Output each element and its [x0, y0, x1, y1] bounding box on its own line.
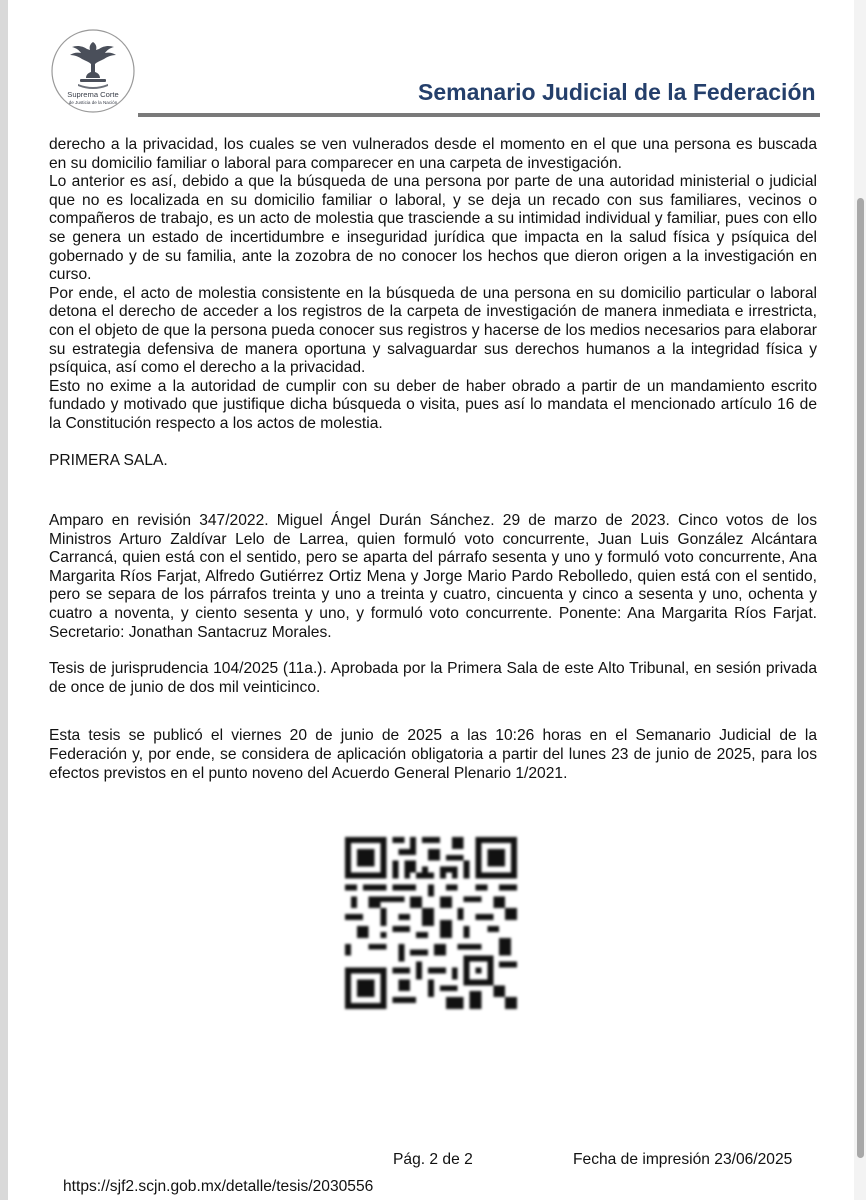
- scjn-logo-icon: [50, 28, 136, 114]
- qr-code-icon: [345, 837, 517, 1009]
- logo-subtitle-text: de Justicia de la Nación: [68, 100, 118, 105]
- body-paragraph-4: Esto no exime a la autoridad de cumplir con su deber de haber obrado a partir de un mandamiento escrito fundado y motivado que justifique dicha búsqueda o visita, pues así lo mandata el mencionado artículo 16 de la Constitución respecto a los actos de molestia.: [49, 377, 817, 432]
- scrollbar-thumb[interactable]: [857, 198, 864, 1158]
- chamber-label: PRIMERA SALA.: [49, 451, 168, 469]
- window-left-edge: [0, 0, 8, 1200]
- logo-name-text: Suprema Corte: [67, 90, 119, 99]
- print-date: Fecha de impresión 23/06/2025: [573, 1151, 793, 1168]
- tesis-paragraph: Tesis de jurisprudencia 104/2025 (11a.). Aprobada por la Primera Sala de este Alto Tribunal, en sesión privada de once de junio de dos mil veinticinco.: [49, 660, 817, 696]
- body-paragraph-2: Lo anterior es así, debido a que la búsqueda de una persona por parte de una autoridad ministerial o judicial que no es localizada en su domicilio familiar o laboral, y se deja un recado con sus familiares, vecinos o compañeros de trabajo, es un acto de molestia que trasciende a su intimidad individual y familiar, pues con ello se genera un estado de incertidumbre e inseguridad jurídica que impacta en la salud física y psíquica del gobernado y de su familia, ante la zozobra de no conocer los hechos que dieron origen a la investigación en curso.: [49, 173, 817, 284]
- publication-paragraph: Esta tesis se publicó el viernes 20 de junio de 2025 a las 10:26 horas en el Semanario Judicial de la Federación y, por ende, se considera de aplicación obligatoria a partir del lunes 23 de junio de 2025, para los efectos previstos en el punto noveno del Acuerdo General Plenario 1/2021.: [49, 727, 817, 782]
- body-paragraph-1: derecho a la privacidad, los cuales se ven vulnerados desde el momento en el que una persona es buscada en su domicilio familiar o laboral para comparecer en una carpeta de investigación.: [49, 136, 817, 172]
- page-number: Pág. 2 de 2: [393, 1151, 473, 1168]
- body-paragraph-3: Por ende, el acto de molestia consistente en la búsqueda de una persona en su domicilio particular o laboral detona el derecho de acceder a los registros de la carpeta de investigación de manera inmediata e irrestricta, con el objeto de que la persona pueda conocer sus registros y hacerse de los medios necesarios para elaborar su estrategia defensiva de manera oportuna y salvaguardar sus derechos humanos a la integridad física y psíquica, así como el derecho a la privacidad.: [49, 284, 817, 377]
- scrollbar-track[interactable]: [854, 0, 866, 1200]
- page-title: Semanario Judicial de la Federación: [418, 79, 816, 105]
- source-url: https://sjf2.scjn.gob.mx/detalle/tesis/2030556: [63, 1178, 374, 1195]
- document-body: [49, 136, 817, 783]
- precedent-paragraph: Amparo en revisión 347/2022. Miguel Ángel Durán Sánchez. 29 de marzo de 2023. Cinco votos de los Ministros Arturo Zaldívar Lelo de Larrea, quien formuló voto concurrente, Juan Luis González Alcántara Carrancá, quien está con el sentido, pero se aparta del párrafo sesenta y uno y formuló voto concurrente, Ana Margarita Ríos Farjat, Alfredo Gutiérrez Ortiz Mena y Jorge Mario Pardo Rebolledo, quien está con el sentido, pero se separa de los párrafos treinta y uno a treinta y cuatro, cincuenta y cinco a sesenta y uno, ochenta y cuatro a noventa, y ciento sesenta y uno, y formuló voto concurrente. Ponente: Ana Margarita Ríos Farjat. Secretario: Jonathan Santacruz Morales.: [49, 512, 817, 641]
- header-divider: [138, 113, 820, 117]
